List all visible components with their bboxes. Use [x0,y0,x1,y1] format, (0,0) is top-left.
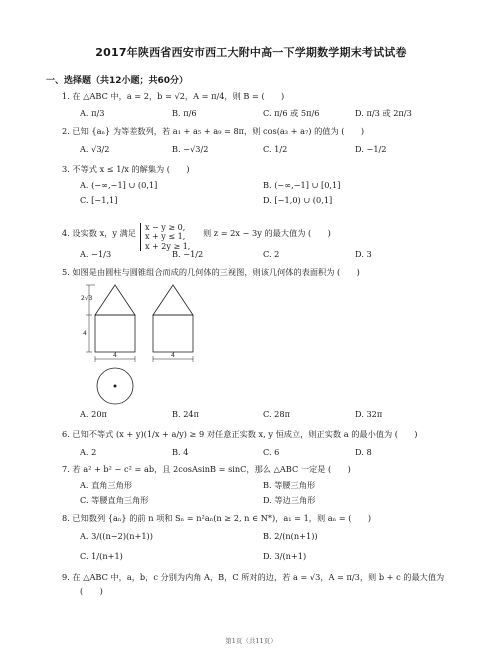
q1-option-b: B. π/6 [172,108,197,118]
q7-option-d: D. 等边三角形 [263,495,316,505]
q6-option-a: A. 2 [80,447,97,457]
q5-option-a: A. 20π [80,409,107,419]
q1-option-d: D. π/3 或 2π/3 [355,108,412,118]
three-view-figure [80,283,210,413]
q3-option-d: D. [−1,0) ∪ (0,1] [263,195,333,205]
q8-option-d: D. 3/(n+1) [263,551,307,561]
q3-option-b: B. (−∞,−1] ∪ [0,1] [263,180,341,190]
side-view-cylinder [153,315,193,352]
q8-option-b: B. 2/(n(n+1)) [263,531,318,541]
dimension-lines [86,285,193,362]
q1-option-c: C. π/6 或 5π/6 [263,108,320,118]
q7-option-b: B. 等腰三角形 [263,480,316,490]
section-heading: 一、选择题（共12小题；共60分） [46,76,189,86]
question-3-stem: 3. 不等式 x ≤ 1/x 的解集为 ( ) [62,164,190,174]
constraint-system [140,223,190,251]
side-width-label: 4 [171,352,175,359]
q8-option-c: C. 1/(n+1) [80,551,123,561]
q4-option-d: D. 3 [355,249,372,259]
question-2-stem: 2. 已知 {aₙ} 为等差数列，若 a₁ + a₅ + a₉ = 8π，则 cos(a₃ + a₇) 的值为 ( ) [62,126,365,136]
constraint-line-2: x + y ≤ 1, [145,232,186,242]
question-8-stem: 8. 已知数列 {aₙ} 的前 n 项和 Sₙ = n²aₙ(n ≥ 2, n ∈ N*)，a₁ = 1，则 aₙ = ( ) [62,513,372,523]
q2-option-d: D. −1/2 [355,144,387,154]
top-view [97,368,133,404]
q7-option-c: C. 等腰直角三角形 [80,495,149,505]
page-title: 2017年陕西省西安市西工大附中高一下学期数学期末考试试卷 [95,46,407,59]
q1-option-a: A. π/3 [80,108,105,118]
q4-option-a: A. −1/3 [80,249,112,259]
side-view-cone [153,285,193,315]
front-width-label: 4 [113,352,117,359]
q4-option-b: B. −1/2 [172,249,204,259]
q6-option-c: C. 6 [263,447,280,457]
question-7-stem: 7. 若 a² + b² − c² = ab，且 2cosAsinB = sinC，那么 △ABC 一定是 ( ) [62,464,351,474]
question-9-stem: 9. 在 △ABC 中，a，b，c 分别为内角 A，B，C 所对的边，若 a = √3，A = π/3，则 b + c 的最大值为 [62,572,445,582]
q4-option-c: C. 2 [263,249,280,259]
question-9-answer-blank: ( ) [80,586,103,596]
q2-option-c: C. 1/2 [263,144,288,154]
question-4-prefix: 4. 设实数 x，y 满足 [62,228,136,238]
cylinder-height-label: 4 [83,330,87,337]
question-4-suffix: 则 z = 2x − 3y 的最大值为 ( ) [203,228,331,238]
q2-option-b: B. −√3/2 [172,144,209,154]
constraint-line-3: x + 2y ≥ 1, [145,241,191,251]
q3-option-a: A. (−∞,−1] ∪ (0,1] [80,180,158,190]
question-1-stem: 1. 在 △ABC 中，a = 2，b = √2，A = π/4，则 B = ( ) [62,91,285,101]
front-view-cone [95,285,135,315]
q2-option-a: A. √3/2 [80,144,110,154]
q5-option-d: D. 32π [355,409,383,419]
q7-option-a: A. 直角三角形 [80,480,133,490]
page-footer: 第1页（共11页） [225,637,277,645]
cone-height-label: 2√3 [81,295,93,302]
q5-option-c: C. 28π [263,409,290,419]
q3-option-c: C. [−1,1] [80,195,118,205]
top-view-center-dot [114,385,117,388]
three-view-drawing [80,283,210,409]
q8-option-a: A. 3/((n−2)(n+1)) [80,531,153,541]
q5-option-b: B. 24π [172,409,200,419]
side-view [153,285,193,352]
question-5-stem: 5. 如图是由圆柱与圆锥组合而成的几何体的三视图，则该几何体的表面积为 ( ) [62,267,360,277]
front-view-cylinder [95,315,135,352]
question-6-stem: 6. 已知不等式 (x + y)(1/x + a/y) ≥ 9 对任意正实数 x, y 恒成立，则正实数 a 的最小值为 ( ) [62,429,418,439]
front-view [95,285,135,352]
constraint-line-1: x − y ≥ 0, [145,223,186,232]
q6-option-b: B. 4 [172,447,189,457]
q6-option-d: D. 8 [355,447,372,457]
